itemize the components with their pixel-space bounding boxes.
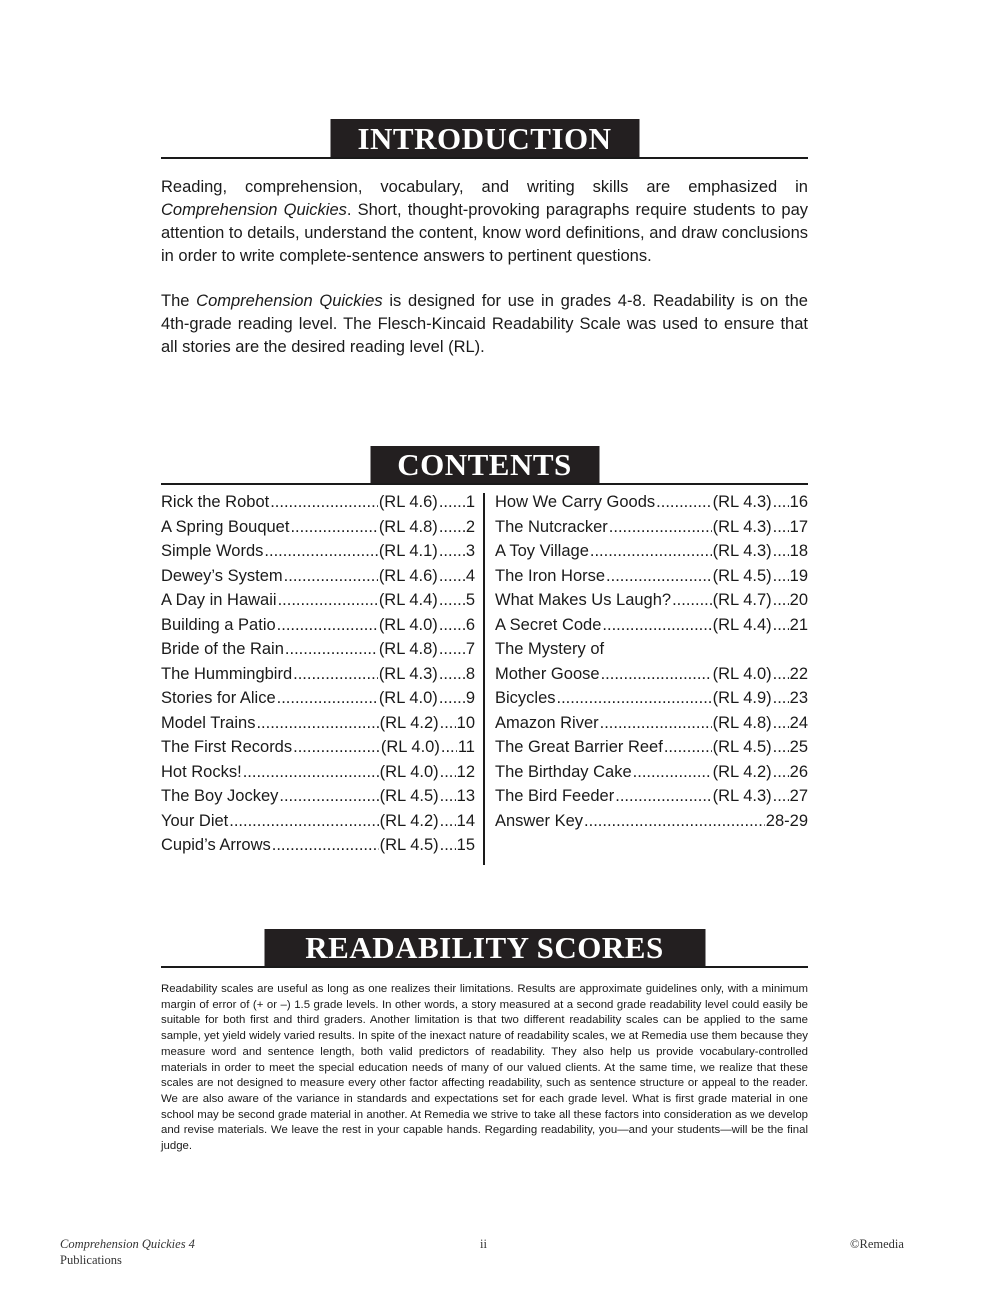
- contents-dot-leader: [773, 493, 789, 513]
- contents-dot-leader: [606, 567, 712, 587]
- contents-dot-leader: [285, 640, 378, 660]
- contents-dot-leader: [293, 738, 380, 758]
- contents-entry: [161, 689, 475, 714]
- introduction-p2-book-title: Comprehension Quickies: [196, 292, 383, 310]
- contents-entry-reading-level: (RL 4.5): [379, 836, 439, 854]
- contents-entry: [495, 640, 808, 665]
- contents-entry-page: 17: [789, 517, 808, 536]
- contents-entry-title: The Iron Horse: [495, 566, 606, 585]
- contents-entry-page: 6: [465, 615, 475, 634]
- contents-entry-page: 1: [465, 493, 475, 511]
- contents-entry-reading-level: (RL 4.8): [378, 517, 438, 536]
- contents-dot-leader: [773, 738, 789, 758]
- contents-entry: [495, 787, 808, 812]
- contents-entry-page: 28-29: [765, 811, 808, 830]
- readability-heading-rule: [161, 929, 808, 968]
- contents-entry: [495, 542, 808, 567]
- contents-entry: [495, 616, 808, 641]
- contents-entry-page: 11: [457, 738, 475, 756]
- contents-dot-leader: [441, 738, 457, 758]
- contents-dot-leader: [773, 763, 789, 783]
- readability-heading: READABILITY SCORES: [264, 929, 705, 966]
- contents-entry-page: 23: [789, 689, 808, 707]
- contents-entry-title: A Day in Hawaii: [161, 591, 277, 609]
- introduction-paragraph-1: [161, 176, 808, 268]
- contents-entry-reading-level: (RL 4.5): [712, 566, 772, 585]
- contents-entry: [161, 591, 475, 616]
- contents-dot-leader: [270, 493, 378, 513]
- contents-entry-page: 22: [789, 664, 808, 683]
- contents-dot-leader: [773, 542, 789, 562]
- contents-entry-title: The Bird Feeder: [495, 787, 615, 805]
- contents-entry-title: Stories for Alice: [161, 689, 276, 707]
- contents-entry: [161, 567, 475, 592]
- contents-dot-leader: [773, 616, 789, 636]
- footer-book-title: Comprehension Quickies 4: [60, 1237, 195, 1251]
- contents-entry: [161, 616, 475, 641]
- contents-dot-leader: [590, 542, 712, 562]
- contents-entry: [161, 542, 475, 567]
- contents-entry-title: How We Carry Goods: [495, 493, 656, 511]
- contents-entry-reading-level: (RL 4.0): [378, 689, 438, 707]
- contents-entry-title: The First Records: [161, 738, 293, 756]
- contents-dot-leader: [773, 714, 789, 734]
- contents-entry-reading-level: (RL 4.2): [379, 713, 439, 732]
- introduction-heading: INTRODUCTION: [330, 119, 639, 157]
- contents-dot-leader: [633, 763, 712, 783]
- introduction-p2-end: is designed for use in grades 4-8. Readability is on the 4th-grade reading level. The Flesch-Kincaid Readability Scale was used to ensure that all stories are the desired reading level (RL).: [161, 292, 808, 356]
- contents-dot-leader: [279, 787, 378, 807]
- contents-entry: [161, 812, 475, 837]
- contents-entry-reading-level: (RL 4.8): [712, 713, 772, 732]
- contents-entry: [495, 591, 808, 616]
- contents-left-column: [161, 493, 475, 861]
- contents-entry-page: 2: [465, 517, 475, 536]
- contents-dot-leader: [656, 493, 711, 513]
- contents-entry-title: Dewey’s System: [161, 566, 283, 585]
- contents-entry-reading-level: (RL 4.8): [378, 640, 438, 658]
- contents-entry-reading-level: (RL 4.2): [379, 811, 439, 830]
- contents-entry: [495, 812, 808, 837]
- contents-entry-reading-level: (RL 4.0): [379, 762, 439, 781]
- contents-entry-reading-level: (RL 4.1): [378, 542, 438, 560]
- contents-entry-page: 14: [456, 811, 475, 830]
- contents-entry-title: What Makes Us Laugh?: [495, 591, 672, 609]
- contents-dot-leader: [773, 665, 789, 685]
- contents-entry-reading-level: (RL 4.3): [712, 542, 772, 560]
- readability-paragraph: Readability scales are useful as long as one realizes their limitations. Results are approximate guidelines only, with a minimum margin of error of (+ or –) 1.5 grade levels. In other words, a story measured at a second grade readability level could easily be suitable for both first and third graders. Another limitation is that two different readability scales can be applied to the same sample, yet yield widely varied results. In spite of the inexact nature of readability scales, we at Remedia use them because they measure word and sentence length, both valid predictors of readability. They also help us provide vocabulary-controlled materials in order to meet the special education needs of many of our valued clients. At the same time, we realize that these scales are not designed to measure every other factor affecting readability, such as sentence structure or appeal to the reader. We are also aware of the variance in standards and expectations set for each grade level. What is first grade material in one school may be second grade material in another. At Remedia we strive to take all these factors into consideration as we develop and revise materials. We leave the rest in your capable hands. Regarding readability, you—and your students—will be the final judge.: [161, 983, 808, 1153]
- contents-dot-leader: [773, 689, 789, 709]
- contents-entry-page: 5: [465, 591, 475, 609]
- contents-dot-leader: [277, 689, 378, 709]
- contents-dot-leader: [664, 738, 712, 758]
- introduction-paragraph-2: [161, 290, 808, 359]
- contents-dot-leader: [557, 689, 712, 709]
- contents-entry-page: 8: [465, 664, 475, 683]
- contents-heading-rule: [161, 446, 808, 485]
- introduction-p1-start: Reading, comprehension, vocabulary, and writing skills are emphasized in: [161, 178, 808, 196]
- contents-entry-title: Building a Patio: [161, 615, 276, 634]
- contents-dot-leader: [439, 591, 465, 611]
- contents-entry-page: 18: [789, 542, 808, 560]
- contents-dot-leader: [773, 567, 789, 587]
- contents-dot-leader: [440, 787, 456, 807]
- contents-entry-title: Answer Key: [495, 811, 584, 830]
- contents-entry-title: The Birthday Cake: [495, 762, 632, 781]
- contents-dot-leader: [600, 714, 712, 734]
- contents-entry-title: The Nutcracker: [495, 517, 608, 536]
- contents-entry: [161, 787, 475, 812]
- contents-entry-reading-level: (RL 4.0): [378, 615, 438, 634]
- introduction-heading-rule: [161, 119, 808, 159]
- contents-dot-leader: [439, 640, 465, 660]
- contents-entry-title: Rick the Robot: [161, 493, 270, 511]
- contents-column-divider: [483, 493, 485, 865]
- contents-entry-reading-level: (RL 4.9): [712, 689, 772, 707]
- contents-dot-leader: [440, 812, 456, 832]
- contents-entry-title: Bride of the Rain: [161, 640, 284, 658]
- contents-dot-leader: [256, 714, 378, 734]
- contents-entry-title: Model Trains: [161, 713, 256, 732]
- contents-entry-page: 13: [456, 787, 475, 805]
- contents-entry-page: 24: [789, 713, 808, 732]
- contents-entry-title: The Great Barrier Reef: [495, 738, 663, 756]
- contents-dot-leader: [440, 836, 456, 856]
- contents-dot-leader: [773, 518, 789, 538]
- contents-dot-leader: [284, 567, 378, 587]
- contents-entry-title: Bicycles: [495, 689, 556, 707]
- contents-entry-reading-level: (RL 4.4): [712, 615, 772, 634]
- contents-entry-page: 26: [789, 762, 808, 781]
- contents-entry-reading-level: (RL 4.3): [378, 664, 438, 683]
- contents-entry-title: Hot Rocks!: [161, 762, 242, 781]
- contents-dot-leader: [264, 542, 377, 562]
- contents-entry-title: The Hummingbird: [161, 664, 293, 683]
- contents-entry-reading-level: (RL 4.0): [380, 738, 440, 756]
- contents-entry: [495, 689, 808, 714]
- contents-entry-title: A Toy Village: [495, 542, 589, 560]
- contents-entry-page: 9: [465, 689, 475, 707]
- contents-entry: [495, 738, 808, 763]
- contents-dot-leader: [602, 616, 711, 636]
- contents-dot-leader: [609, 518, 712, 538]
- contents-entry-page: 27: [789, 787, 808, 805]
- contents-dot-leader: [439, 542, 465, 562]
- contents-entry: [161, 493, 475, 518]
- contents-dot-leader: [439, 567, 465, 587]
- contents-entry: [495, 665, 808, 690]
- introduction-p2-start: The: [161, 292, 197, 310]
- contents-entry-title: The Mystery of: [495, 640, 605, 658]
- contents-dot-leader: [243, 763, 379, 783]
- contents-entry: [161, 738, 475, 763]
- contents-heading: CONTENTS: [370, 446, 599, 483]
- contents-entry-page: 4: [465, 566, 475, 585]
- contents-entry: [161, 665, 475, 690]
- contents-entry-reading-level: (RL 4.3): [712, 787, 772, 805]
- contents-entry-reading-level: (RL 4.6): [378, 566, 438, 585]
- contents-entry-title: Simple Words: [161, 542, 264, 560]
- footer-copyright: ©Remedia: [850, 1237, 904, 1251]
- introduction-p1-book-title: Comprehension Quickies: [161, 201, 347, 219]
- footer-publication: [60, 1236, 195, 1268]
- contents-dot-leader: [439, 689, 465, 709]
- contents-entry-reading-level: (RL 4.7): [712, 591, 772, 609]
- contents-entry-reading-level: (RL 4.5): [379, 787, 439, 805]
- contents-dot-leader: [672, 591, 712, 611]
- contents-entry-reading-level: (RL 4.3): [712, 517, 772, 536]
- contents-entry-title: Cupid’s Arrows: [161, 836, 271, 854]
- contents-entry: [495, 567, 808, 592]
- contents-entry-page: 21: [789, 615, 808, 634]
- contents-dot-leader: [584, 812, 765, 832]
- contents-entry-page: 12: [456, 762, 475, 781]
- contents-entry: [161, 836, 475, 861]
- contents-entry-page: 16: [789, 493, 808, 511]
- contents-entry: [495, 493, 808, 518]
- table-of-contents: [161, 493, 808, 865]
- contents-entry-page: 10: [456, 713, 475, 732]
- introduction-p1-end: . Short, thought-provoking paragraphs require students to pay attention to details, understand the content, know word definitions, and draw conclusions in order to write complete-sentence answers to pertinent questions.: [161, 201, 808, 265]
- contents-entry-title: A Secret Code: [495, 615, 602, 634]
- contents-dot-leader: [773, 591, 789, 611]
- contents-entry-page: 19: [789, 566, 808, 585]
- contents-dot-leader: [439, 665, 465, 685]
- contents-entry-reading-level: (RL 4.5): [712, 738, 772, 756]
- contents-dot-leader: [278, 591, 378, 611]
- contents-entry: [161, 640, 475, 665]
- contents-entry-page: 20: [789, 591, 808, 609]
- contents-entry: [161, 518, 475, 543]
- contents-entry-reading-level: (RL 4.4): [378, 591, 438, 609]
- contents-entry-page: 25: [789, 738, 808, 756]
- contents-entry: [495, 518, 808, 543]
- contents-entry-page: 15: [456, 836, 475, 854]
- contents-entry-title: Your Diet: [161, 811, 229, 830]
- contents-entry: [161, 763, 475, 788]
- footer-page-number: ii: [480, 1237, 487, 1251]
- contents-dot-leader: [293, 665, 378, 685]
- contents-dot-leader: [601, 665, 712, 685]
- contents-dot-leader: [439, 616, 465, 636]
- contents-dot-leader: [773, 787, 789, 807]
- contents-dot-leader: [439, 493, 465, 513]
- contents-entry-title: Amazon River: [495, 713, 599, 732]
- contents-entry-reading-level: (RL 4.6): [378, 493, 438, 511]
- contents-dot-leader: [440, 763, 456, 783]
- contents-entry-page: 3: [465, 542, 475, 560]
- contents-dot-leader: [615, 787, 711, 807]
- contents-entry-title: A Spring Bouquet: [161, 517, 290, 536]
- contents-entry: [495, 714, 808, 739]
- contents-dot-leader: [272, 836, 379, 856]
- contents-entry-reading-level: (RL 4.2): [712, 762, 772, 781]
- contents-entry-title: Mother Goose: [495, 664, 600, 683]
- contents-dot-leader: [439, 518, 465, 538]
- contents-entry-title: The Boy Jockey: [161, 787, 279, 805]
- contents-dot-leader: [277, 616, 378, 636]
- footer-publisher: Publications: [60, 1253, 122, 1267]
- contents-entry: [161, 714, 475, 739]
- contents-dot-leader: [440, 714, 456, 734]
- contents-entry: [495, 763, 808, 788]
- contents-entry-page: 7: [465, 640, 475, 658]
- contents-entry-reading-level: (RL 4.0): [712, 664, 772, 683]
- contents-entry-reading-level: (RL 4.3): [712, 493, 772, 511]
- contents-dot-leader: [290, 518, 377, 538]
- contents-right-column: [495, 493, 808, 836]
- contents-dot-leader: [229, 812, 378, 832]
